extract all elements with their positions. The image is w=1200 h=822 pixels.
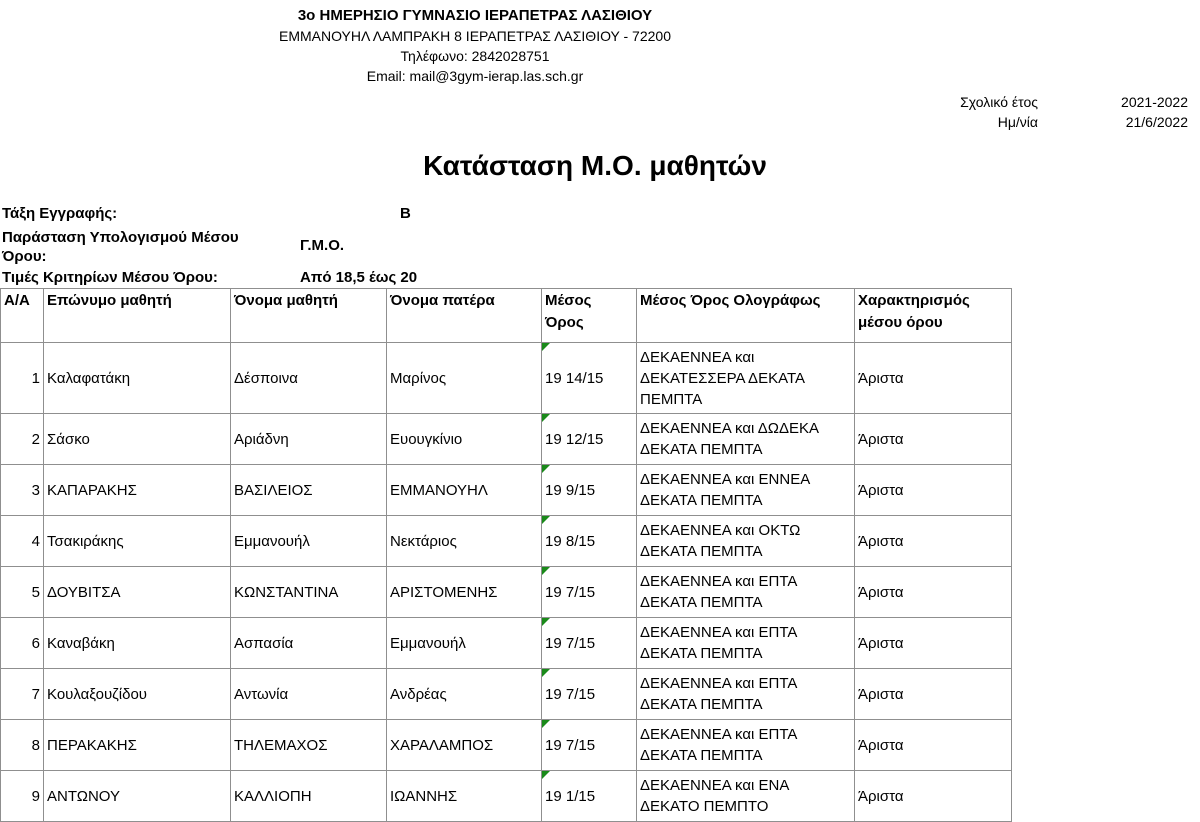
- calc-value: Γ.Μ.Ο.: [300, 237, 345, 254]
- comment-marker-icon: [542, 414, 550, 422]
- row-number: 8: [1, 720, 44, 771]
- first-name-cell: Ασπασία: [231, 618, 387, 669]
- first-name-cell: ΚΑΛΛΙΟΠΗ: [231, 771, 387, 822]
- comment-marker-icon: [542, 343, 550, 351]
- average-value: 19 14/15: [545, 369, 604, 387]
- father-name-cell: Ευουγκίνιο: [387, 414, 542, 465]
- table-header-row: [1, 289, 1012, 343]
- row-number: 9: [1, 771, 44, 822]
- school-year-value: 2021-2022: [1121, 94, 1188, 110]
- average-words-cell: ΔΕΚΑΕΝΝΕΑ και ΟΚΤΩ ΔΕΚΑΤΑ ΠΕΜΠΤΑ: [637, 516, 855, 567]
- table-row: [1, 567, 1012, 618]
- table-row: [1, 771, 1012, 822]
- average-value: 19 8/15: [545, 532, 596, 550]
- comment-marker-icon: [542, 618, 550, 626]
- average-cell: [542, 414, 637, 465]
- row-number: 5: [1, 567, 44, 618]
- comment-marker-icon: [542, 669, 550, 677]
- average-cell: [542, 618, 637, 669]
- surname-cell: Καλαφατάκη: [44, 343, 231, 414]
- characterization-cell: Άριστα: [855, 567, 1012, 618]
- header-father-name: Όνομα πατέρα: [387, 289, 542, 343]
- characterization-cell: Άριστα: [855, 771, 1012, 822]
- characterization-cell: Άριστα: [855, 669, 1012, 720]
- calc-label: Παράσταση Υπολογισμού Μέσου Όρου:: [2, 229, 239, 265]
- table-row: [1, 414, 1012, 465]
- average-words-cell: ΔΕΚΑΕΝΝΕΑ και ΔΕΚΑΤΕΣΣΕΡΑ ΔΕΚΑΤΑ ΠΕΜΠΤΑ: [637, 343, 855, 414]
- average-value: 19 12/15: [545, 430, 604, 448]
- characterization-cell: Άριστα: [855, 618, 1012, 669]
- surname-cell: ΚΑΠΑΡΑΚΗΣ: [44, 465, 231, 516]
- first-name-cell: Αριάδνη: [231, 414, 387, 465]
- father-name-cell: ΕΜΜΑΝΟΥΗΛ: [387, 465, 542, 516]
- table-row: [1, 618, 1012, 669]
- table-row: [1, 669, 1012, 720]
- father-name-cell: ΧΑΡΑΛΑΜΠΟΣ: [387, 720, 542, 771]
- average-value: 19 9/15: [545, 481, 596, 499]
- average-words-cell: ΔΕΚΑΕΝΝΕΑ και ΕΝΝΕΑ ΔΕΚΑΤΑ ΠΕΜΠΤΑ: [637, 465, 855, 516]
- students-table: [0, 288, 1012, 822]
- criteria-value: Από 18,5 έως 20: [300, 269, 418, 286]
- average-cell: [542, 465, 637, 516]
- comment-marker-icon: [542, 567, 550, 575]
- father-name-cell: Μαρίνος: [387, 343, 542, 414]
- surname-cell: Σάσκο: [44, 414, 231, 465]
- characterization-cell: Άριστα: [855, 720, 1012, 771]
- surname-cell: ΑΝΤΩΝΟΥ: [44, 771, 231, 822]
- header-average-words: Μέσος Όρος Ολογράφως: [637, 289, 855, 343]
- row-number: 6: [1, 618, 44, 669]
- average-words-cell: ΔΕΚΑΕΝΝΕΑ και ΕΠΤΑ ΔΕΚΑΤΑ ΠΕΜΠΤΑ: [637, 618, 855, 669]
- header-characterization: Χαρακτηρισμός μέσου όρου: [855, 289, 1012, 343]
- first-name-cell: Αντωνία: [231, 669, 387, 720]
- table-row: [1, 343, 1012, 414]
- header-surname: Επώνυμο μαθητή: [44, 289, 231, 343]
- surname-cell: Κουλαξουζίδου: [44, 669, 231, 720]
- characterization-cell: Άριστα: [855, 465, 1012, 516]
- father-name-cell: Ανδρέας: [387, 669, 542, 720]
- characterization-cell: Άριστα: [855, 343, 1012, 414]
- average-value: 19 7/15: [545, 583, 596, 601]
- row-number: 2: [1, 414, 44, 465]
- comment-marker-icon: [542, 465, 550, 473]
- comment-marker-icon: [542, 771, 550, 779]
- table-row: [1, 720, 1012, 771]
- row-number: 1: [1, 343, 44, 414]
- average-cell: [542, 771, 637, 822]
- surname-cell: ΔΟΥΒΙΤΣΑ: [44, 567, 231, 618]
- report-title: Κατάσταση Μ.Ο. μαθητών: [423, 150, 767, 181]
- row-number: 7: [1, 669, 44, 720]
- class-value: Β: [400, 205, 411, 222]
- school-name: 3ο ΗΜΕΡΗΣΙΟ ΓΥΜΝΑΣΙΟ ΙΕΡΑΠΕΤΡΑΣ ΛΑΣΙΘΙΟΥ: [297, 7, 653, 24]
- average-words-cell: ΔΕΚΑΕΝΝΕΑ και ΕΝΑ ΔΕΚΑΤΟ ΠΕΜΠΤΟ: [637, 771, 855, 822]
- school-phone: Τηλέφωνο: 2842028751: [400, 48, 550, 64]
- date-value: 21/6/2022: [1125, 114, 1188, 130]
- table-row: [1, 465, 1012, 516]
- average-words-cell: ΔΕΚΑΕΝΝΕΑ και ΕΠΤΑ ΔΕΚΑΤΑ ΠΕΜΠΤΑ: [637, 669, 855, 720]
- father-name-cell: Νεκτάριος: [387, 516, 542, 567]
- average-cell: [542, 567, 637, 618]
- surname-cell: Τσακιράκης: [44, 516, 231, 567]
- surname-cell: ΠΕΡΑΚΑΚΗΣ: [44, 720, 231, 771]
- criteria-label: Τιμές Κριτηρίων Μέσου Όρου:: [2, 269, 218, 286]
- father-name-cell: ΑΡΙΣΤΟΜΕΝΗΣ: [387, 567, 542, 618]
- father-name-cell: Εμμανουήλ: [387, 618, 542, 669]
- average-words-cell: ΔΕΚΑΕΝΝΕΑ και ΕΠΤΑ ΔΕΚΑΤΑ ΠΕΜΠΤΑ: [637, 720, 855, 771]
- class-label: Τάξη Εγγραφής:: [2, 205, 118, 222]
- comment-marker-icon: [542, 516, 550, 524]
- average-words-cell: ΔΕΚΑΕΝΝΕΑ και ΕΠΤΑ ΔΕΚΑΤΑ ΠΕΜΠΤΑ: [637, 567, 855, 618]
- average-value: 19 7/15: [545, 685, 596, 703]
- school-year-label: Σχολικό έτος: [960, 94, 1038, 110]
- school-email: Email: mail@3gym-ierap.las.sch.gr: [366, 68, 584, 84]
- first-name-cell: ΒΑΣΙΛΕΙΟΣ: [231, 465, 387, 516]
- school-address: ΕΜΜΑΝΟΥΗΛ ΛΑΜΠΡΑΚΗ 8 ΙΕΡΑΠΕΤΡΑΣ ΛΑΣΙΘΙΟΥ - 72200: [279, 28, 671, 44]
- meta-values: [1040, 92, 1188, 132]
- average-cell: [542, 669, 637, 720]
- characterization-cell: Άριστα: [855, 516, 1012, 567]
- characterization-cell: Άριστα: [855, 414, 1012, 465]
- school-header: [0, 6, 950, 86]
- first-name-cell: Δέσποινα: [231, 343, 387, 414]
- average-value: 19 7/15: [545, 634, 596, 652]
- table-row: [1, 516, 1012, 567]
- header-average: Μέσος Όρος: [542, 289, 637, 343]
- average-value: 19 1/15: [545, 787, 596, 805]
- first-name-cell: Εμμανουήλ: [231, 516, 387, 567]
- meta-labels: [900, 92, 1038, 132]
- first-name-cell: ΤΗΛΕΜΑΧΟΣ: [231, 720, 387, 771]
- comment-marker-icon: [542, 720, 550, 728]
- first-name-cell: ΚΩΝΣΤΑΝΤΙΝΑ: [231, 567, 387, 618]
- average-cell: [542, 720, 637, 771]
- father-name-cell: ΙΩΑΝΝΗΣ: [387, 771, 542, 822]
- row-number: 3: [1, 465, 44, 516]
- header-first-name: Όνομα μαθητή: [231, 289, 387, 343]
- average-cell: [542, 343, 637, 414]
- surname-cell: Καναβάκη: [44, 618, 231, 669]
- date-label: Ημ/νία: [997, 114, 1038, 130]
- average-words-cell: ΔΕΚΑΕΝΝΕΑ και ΔΩΔΕΚΑ ΔΕΚΑΤΑ ΠΕΜΠΤΑ: [637, 414, 855, 465]
- row-number: 4: [1, 516, 44, 567]
- header-aa: Α/Α: [1, 289, 44, 343]
- average-value: 19 7/15: [545, 736, 596, 754]
- average-cell: [542, 516, 637, 567]
